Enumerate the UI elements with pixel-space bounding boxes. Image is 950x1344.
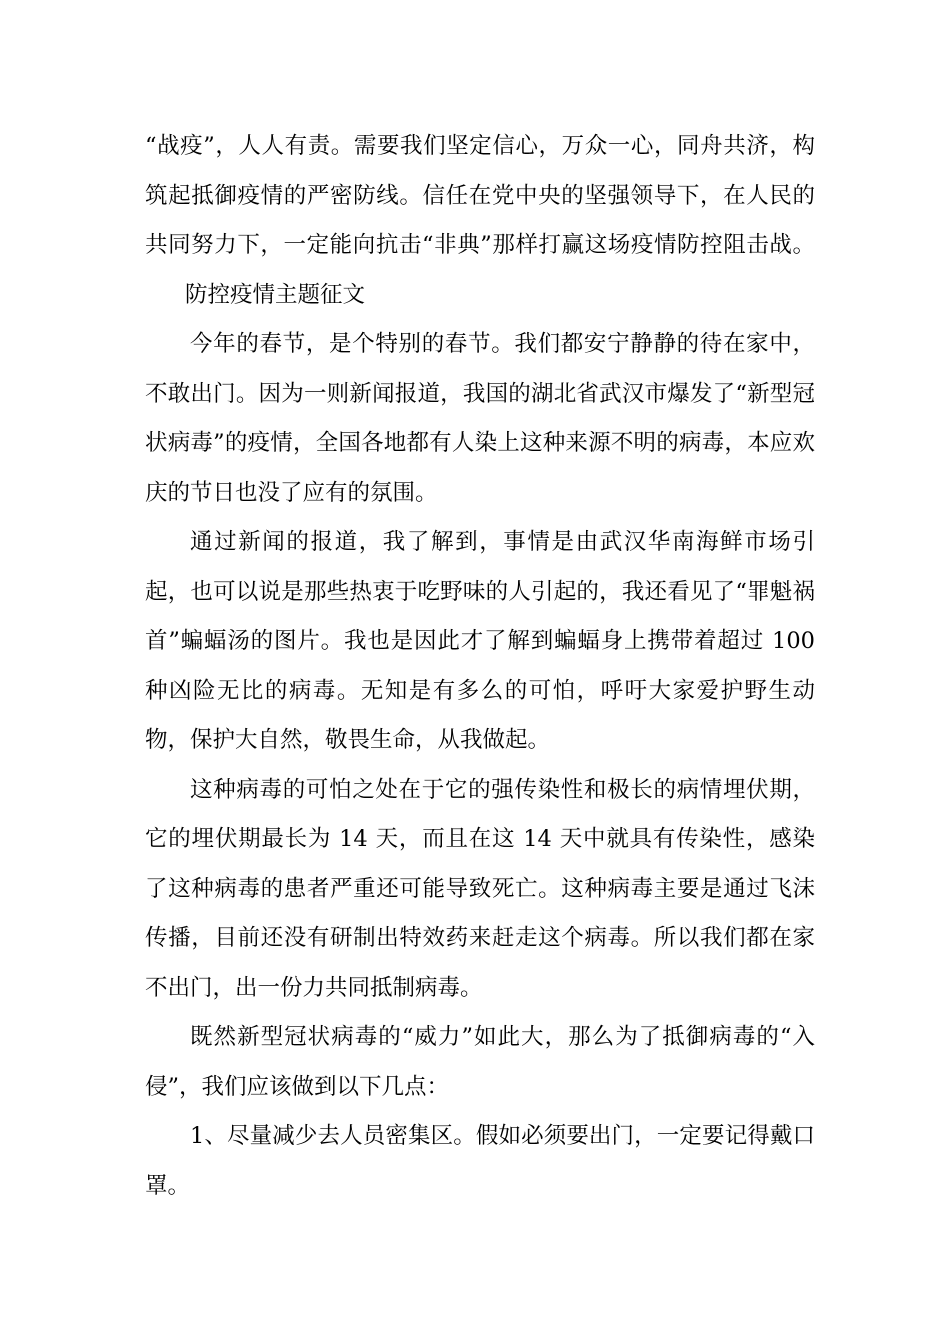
document-body	[145, 122, 815, 1211]
intro-text: “战疫”，人人有责。需要我们坚定信心，万众一心，同舟共济，构筑起抵御疫情的严密防线。信任在党中央的坚强领导下，在人民的共同努力下，一定能向抗击“非典”那样打赢这场疫情防控阻击战。	[145, 133, 815, 258]
intro-paragraph	[145, 122, 815, 320]
body-paragraph: 今年的春节，是个特别的春节。我们都安宁静静的待在家中，不敢出门。因为一则新闻报道，我国的湖北省武汉市爆发了“新型冠状病毒”的疫情，全国各地都有人染上这种来源不明的病毒，本应欢庆的节日也没了应有的氛围。	[145, 331, 815, 506]
body-paragraph: 通过新闻的报道，我了解到，事情是由武汉华南海鲜市场引起，也可以说是那些热衷于吃野味的人引起的，我还看见了“罪魁祸首”蝙蝠汤的图片。我也是因此才了解到蝙蝠身上携带着超过 100 种凶险无比的病毒。无知是有多么的可怕，呼吁大家爱护野生动物，保护大自然，敬畏生命，从我做起。	[145, 529, 815, 753]
body-paragraph: 这种病毒的可怕之处在于它的强传染性和极长的病情埋伏期，它的埋伏期最长为 14 天，而且在这 14 天中就具有传染性，感染了这种病毒的患者严重还可能导致死亡。这种病毒主要是通过飞沫传播，目前还没有研制出特效药来赶走这个病毒。所以我们都在家不出门，出一份力共同抵制病毒。	[145, 776, 815, 1001]
list-item: 1、尽量减少去人员密集区。假如必须要出门，一定要记得戴口罩。	[145, 1123, 815, 1199]
body-paragraph: 既然新型冠状病毒的“威力”如此大，那么为了抵御病毒的“入侵”，我们应该做到以下几点：	[145, 1024, 815, 1100]
essay-title: 防控疫情主题征文	[185, 281, 366, 308]
